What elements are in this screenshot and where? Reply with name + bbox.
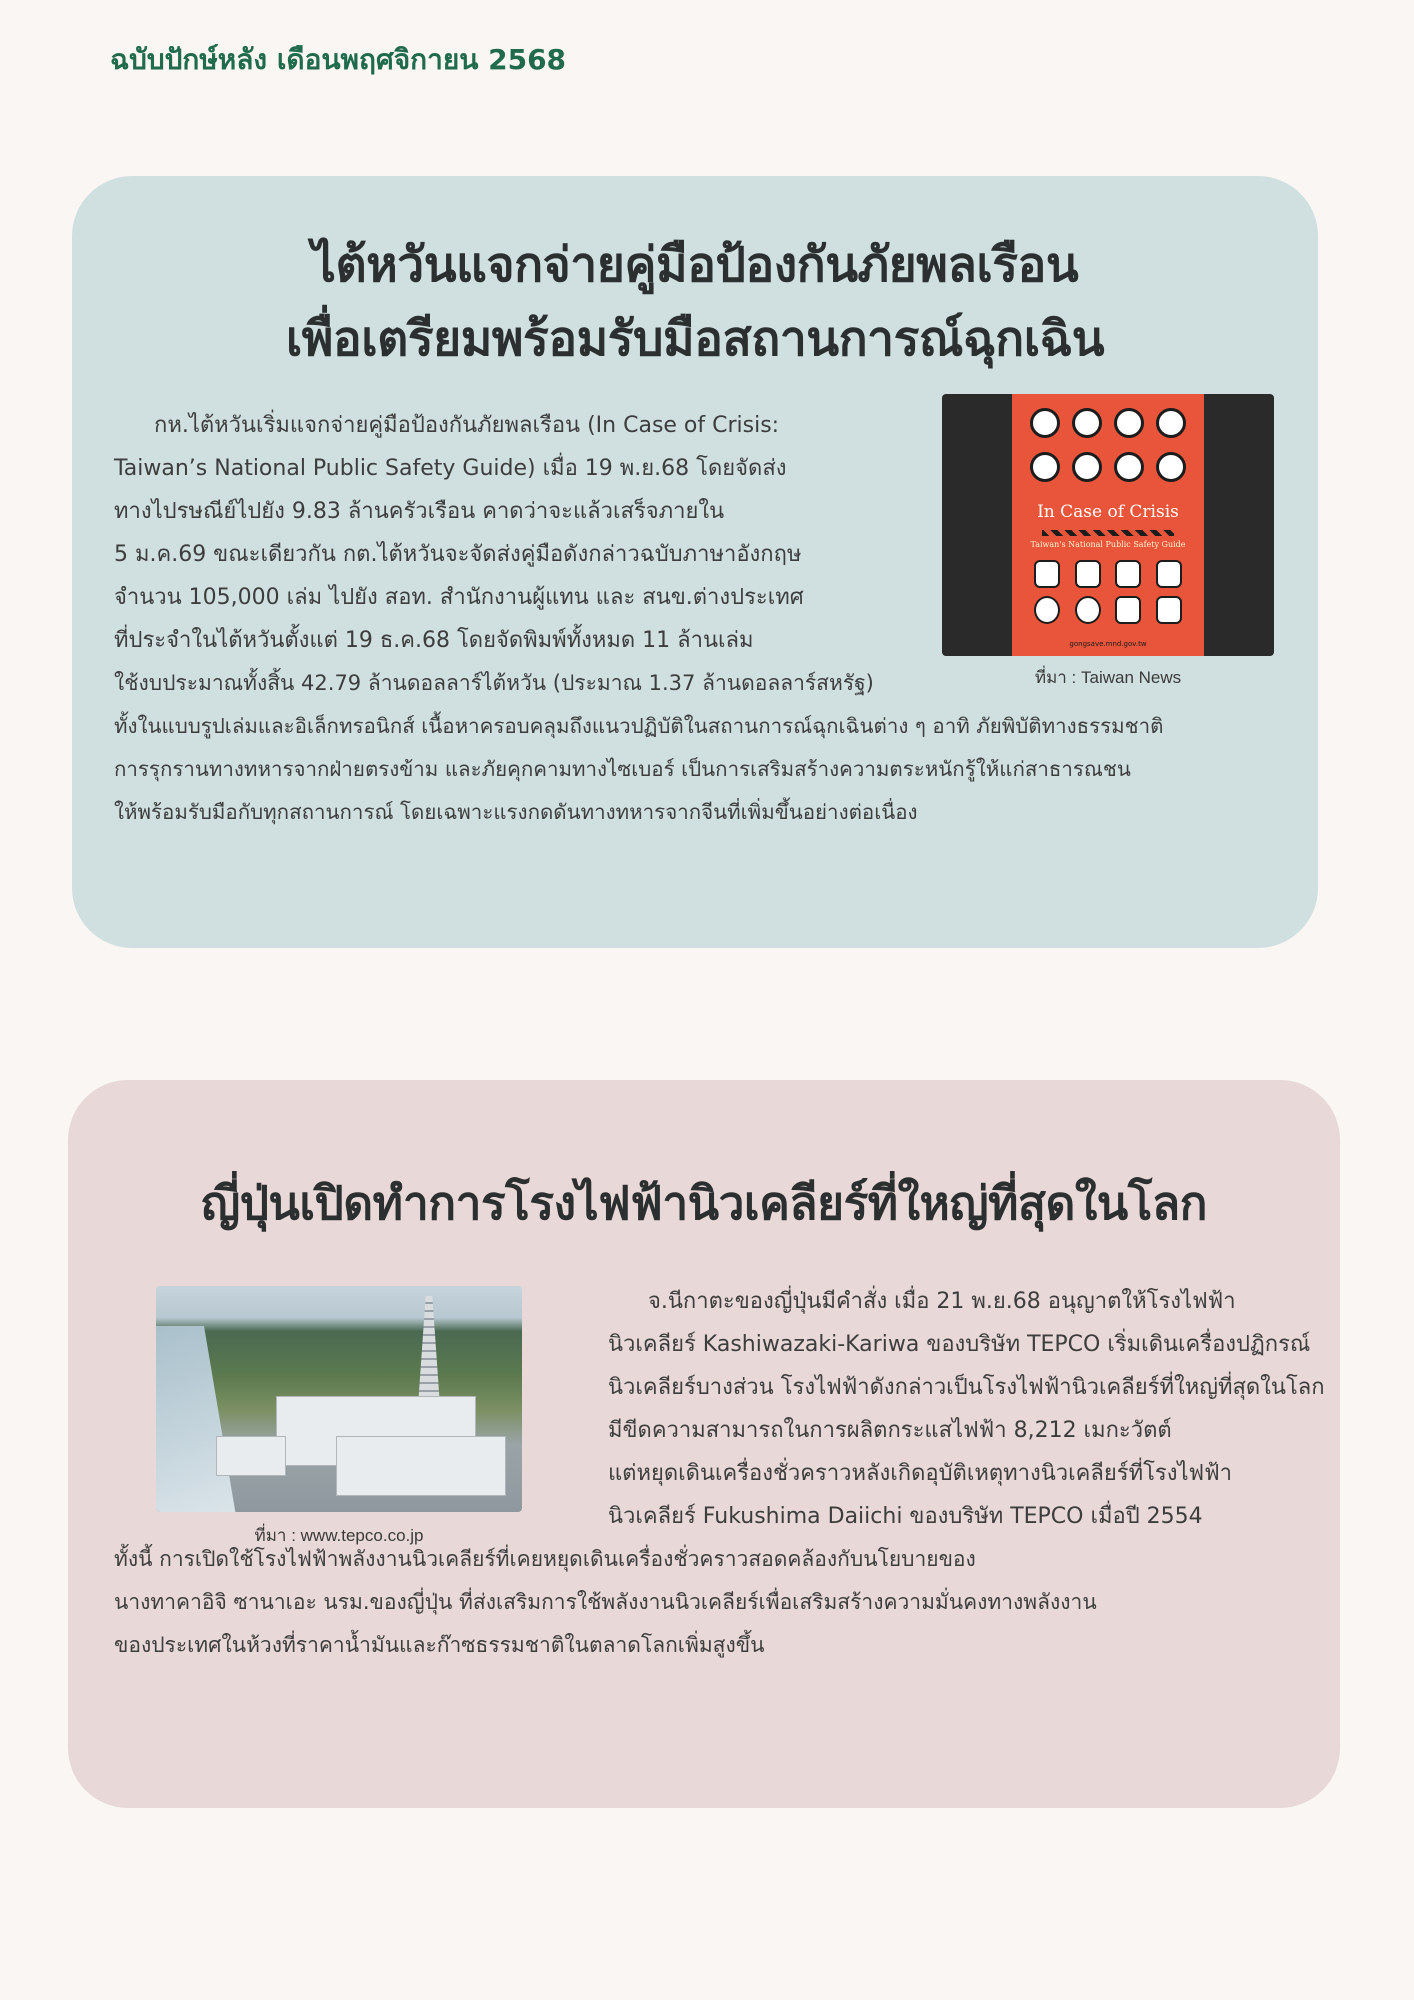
body-line: จ.นีกาตะของญี่ปุ่นมีคำสั่ง เมื่อ 21 พ.ย.68 อนุญาตให้โรงไฟฟ้า: [648, 1289, 1236, 1314]
body-line: ทั้งนี้ การเปิดใช้โรงไฟฟ้าพลังงานนิวเคลียร์ที่เคยหยุดเดินเครื่องชั่วคราวสอดคล้องกับนโยบายของ: [114, 1547, 976, 1571]
article-card-taiwan: [72, 176, 1318, 948]
face-icon: [1156, 408, 1186, 438]
cat-icon: [1034, 596, 1060, 624]
body-line: แต่หยุดเดินเครื่องชั่วคราวหลังเกิดอุบัติเหตุทางนิวเคลียร์ที่โรงไฟฟ้า: [608, 1461, 1233, 1486]
headline-line-2: เพื่อเตรียมพร้อมรับมือสถานการณ์ฉุกเฉิน: [285, 311, 1105, 367]
crisis-guide-image: [942, 394, 1274, 656]
article-headline-taiwan: [72, 228, 1318, 376]
body-line: Taiwan’s National Public Safety Guide) เมื่อ 19 พ.ย.68 โดยจัดส่ง: [114, 456, 787, 481]
body-line: กห.ไต้หวันเริ่มแจกจ่ายคู่มือป้องกันภัยพลเรือน (In Case of Crisis:: [154, 413, 780, 438]
body-line: ที่ประจำในไต้หวันตั้งแต่ 19 ธ.ค.68 โดยจัดพิมพ์ทั้งหมด 11 ล้านเล่ม: [114, 628, 754, 653]
flashlight-icon: [1156, 560, 1182, 588]
headline-line-1: ไต้หวันแจกจ่ายคู่มือป้องกันภัยพลเรือน: [311, 237, 1079, 293]
body-line: ของประเทศในห้วงที่ราคาน้ำมันและก๊าซธรรมชาติในตลาดโลกเพิ่มสูงขึ้น: [114, 1633, 765, 1657]
guide-footer: gongsave.mnd.gov.tw: [1069, 640, 1147, 648]
article-card-japan: [68, 1080, 1340, 1808]
food-can-icon: [1115, 596, 1141, 624]
face-icon: [1072, 452, 1102, 482]
body-line: นางทาคาอิจิ ซานาเอะ นรม.ของญี่ปุ่น ที่ส่งเสริมการใช้พลังงานนิวเคลียร์เพื่อเสริมสร้างความมั่นคงทางพลังงาน: [114, 1590, 1097, 1614]
body-line: จำนวน 105,000 เล่ม ไปยัง สอท. สำนักงานผู้แทน และ สนข.ต่างประเทศ: [114, 585, 804, 610]
dog-icon: [1075, 596, 1101, 624]
face-icon: [1114, 452, 1144, 482]
body-line: นิวเคลียร์ Kashiwazaki-Kariwa ของบริษัท TEPCO เริ่มเดินเครื่องปฏิกรณ์: [608, 1332, 1311, 1357]
face-icon: [1030, 452, 1060, 482]
guide-title: In Case of Crisis: [1037, 502, 1179, 522]
image-caption-taiwan: ที่มา : Taiwan News: [1034, 668, 1182, 687]
body-line: ให้พร้อมรับมือกับทุกสถานการณ์ โดยเฉพาะแรงกดดันทางทหารจากจีนที่เพิ่มขึ้นอย่างต่อเนื่อง: [114, 800, 918, 824]
water-bottle-icon: [1156, 596, 1182, 624]
body-line: การรุกรานทางทหารจากฝ่ายตรงข้าม และภัยคุกคามทางไซเบอร์ เป็นการเสริมสร้างความตระหนักรู้ให้แก่สาธารณชน: [114, 757, 1131, 781]
face-icon: [1072, 408, 1102, 438]
article-body-japan: [114, 1280, 1325, 1667]
body-line: นิวเคลียร์บางส่วน โรงไฟฟ้าดังกล่าวเป็นโรงไฟฟ้านิวเคลียร์ที่ใหญ่ที่สุดในโลก: [608, 1375, 1325, 1400]
face-icon: [1156, 452, 1186, 482]
radio-icon: [1075, 560, 1101, 588]
body-line: มีขีดความสามารถในการผลิตกระแสไฟฟ้า 8,212 เมกะวัตต์: [608, 1418, 1172, 1443]
image-caption-japan: ที่มา : www.tepco.co.jp: [254, 1526, 424, 1545]
supply-icon: [1034, 560, 1060, 588]
body-line: ทั้งในแบบรูปเล่มและอิเล็กทรอนิกส์ เนื้อหาครอบคลุมถึงแนวปฏิบัติในสถานการณ์ฉุกเฉินต่าง ๆ อาทิ ภัยพิบัติทางธรรมชาติ: [114, 714, 1164, 738]
guide-subtitle: Taiwan's National Public Safety Guide: [1030, 540, 1186, 549]
article-headline-japan: ญี่ปุ่นเปิดทำการโรงไฟฟ้านิวเคลียร์ที่ใหญ่ที่สุดในโลก: [201, 1176, 1207, 1230]
body-line: ทางไปรษณีย์ไปยัง 9.83 ล้านครัวเรือน คาดว่าจะแล้วเสร็จภายใน: [114, 499, 725, 524]
backpack-icon: [1115, 560, 1141, 588]
hazard-stripe: [1042, 530, 1174, 536]
body-line: ใช้งบประมาณทั้งสิ้น 42.79 ล้านดอลลาร์ไต้หวัน (ประมาณ 1.37 ล้านดอลลาร์สหรัฐ): [114, 671, 874, 695]
body-line: 5 ม.ค.69 ขณะเดียวกัน กต.ไต้หวันจะจัดส่งคู่มือดังกล่าวฉบับภาษาอังกฤษ: [114, 542, 802, 567]
body-line: นิวเคลียร์ Fukushima Daiichi ของบริษัท TEPCO เมื่อปี 2554: [608, 1504, 1203, 1529]
face-icon: [1114, 408, 1144, 438]
guide-cover: [1012, 394, 1204, 656]
edition-header: ฉบับปักษ์หลัง เดือนพฤศจิกายน 2568: [110, 43, 567, 76]
face-icon: [1030, 408, 1060, 438]
